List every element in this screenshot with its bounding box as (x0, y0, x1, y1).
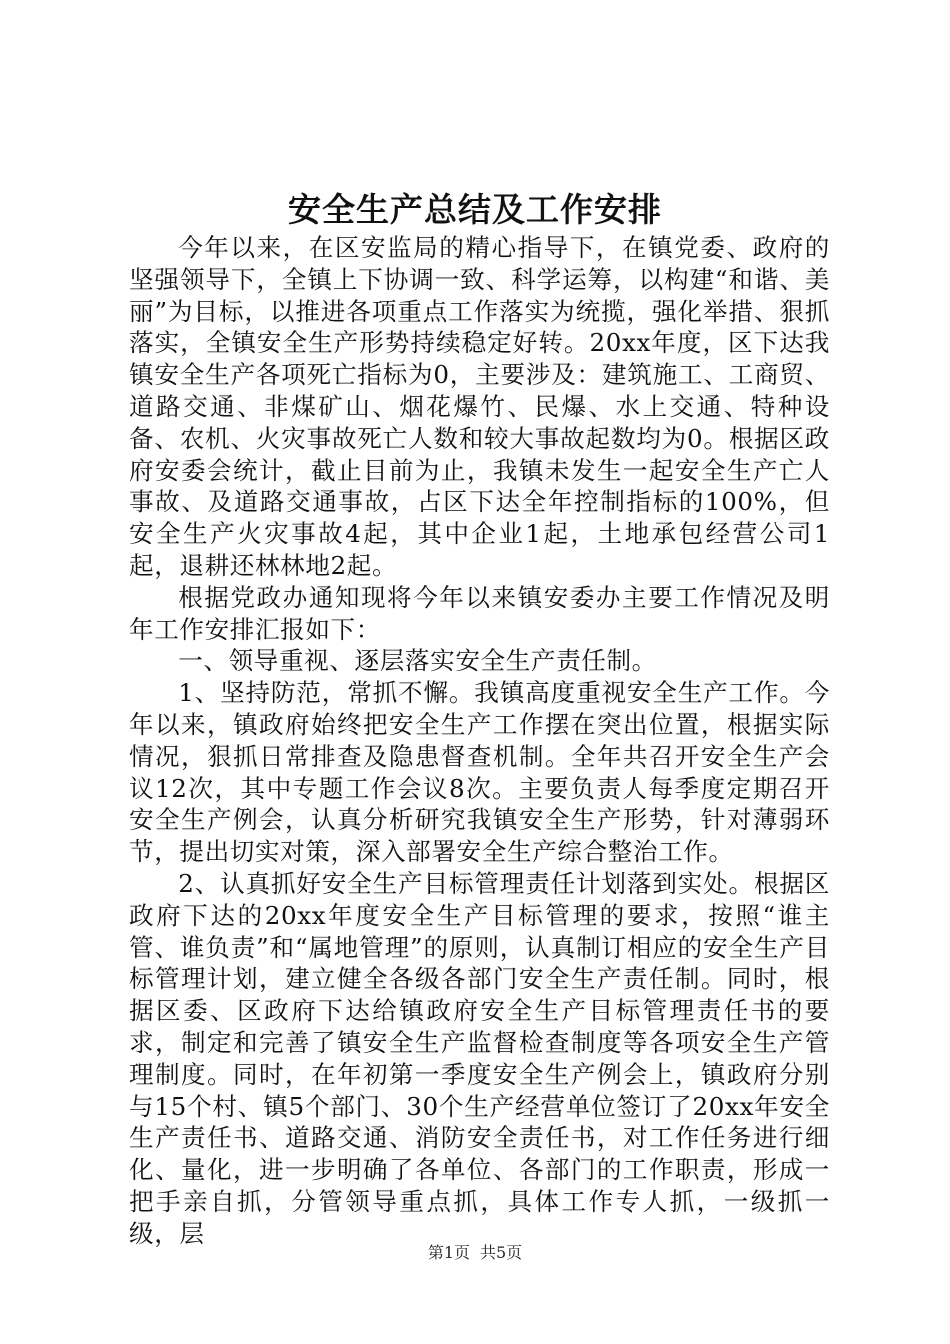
page-number: 第1页 (427, 1243, 470, 1262)
document-body (129, 232, 830, 1250)
section-heading-1: 一、领导重视、逐层落实安全生产责任制。 (178, 646, 657, 676)
document-title: 安全生产总结及工作安排 (288, 190, 662, 229)
paragraph-intro: 今年以来，在区安监局的精心指导下，在镇党委、政府的坚强领导下，全镇上下协调一致、科学运筹，以构建“和谐、美丽”为目标，以推进各项重点工作落实为统揽，强化举措、狠抓落实，全镇安全生产形势持续稳定好转。20xx年度，区下达我镇安全生产各项死亡指标为0，主要涉及：建筑施工、工商贸、道路交通、非煤矿山、烟花爆竹、民爆、水上交通、特种设备、农机、火灾事故死亡人数和较大事故起数均为0。根据区政府安委会统计，截止目前为止，我镇未发生一起安全生产亡人事故、及道路交通事故，占区下达全年控制指标的100%，但安全生产火灾事故4起，其中企业1起，土地承包经营公司1起，退耕还林林地2起。 (129, 233, 830, 580)
paragraph-report-note: 根据党政办通知现将今年以来镇安委办主要工作情况及明年工作安排汇报如下： (129, 582, 830, 644)
paragraph-item-2: 2、认真抓好安全生产目标管理责任计划落到实处。根据区政府下达的20xx年度安全生产目标管理的要求，按照“谁主管、谁负责”和“属地管理”的原则，认真制订相应的安全生产目标管理计划，建立健全各级各部门安全生产责任制。同时，根据区委、区政府下达给镇政府安全生产目标管理责任书的要求，制定和完善了镇安全生产监督检查制度等各项安全生产管理制度。同时，在年初第一季度安全生产例会上，镇政府分别与15个村、镇5个部门、30个生产经营单位签订了20xx年安全生产责任书、道路交通、消防安全责任书，对工作任务进行细化、量化，进一步明确了各单位、各部门的工作职责，形成一把手亲自抓，分管领导重点抓，具体工作专人抓，一级抓一级，层 (129, 868, 830, 1248)
page-total: 共5页 (480, 1243, 523, 1262)
page-footer (0, 1242, 950, 1264)
paragraph-item-1: 1、坚持防范，常抓不懈。我镇高度重视安全生产工作。今年以来，镇政府始终把安全生产工作摆在突出位置，根据实际情况，狠抓日常排查及隐患督查机制。全年共召开安全生产会议12次，其中专题工作会议8次。主要负责人每季度定期召开安全生产例会，认真分析研究我镇安全生产形势，针对薄弱环节，提出切实对策，深入部署安全生产综合整治工作。 (129, 678, 830, 867)
